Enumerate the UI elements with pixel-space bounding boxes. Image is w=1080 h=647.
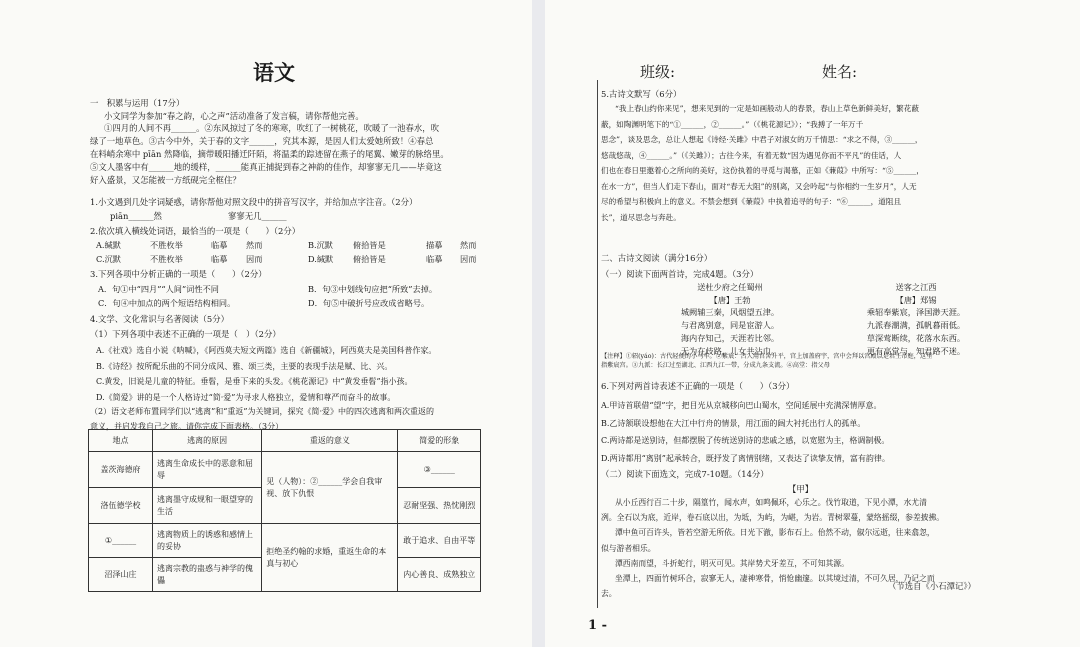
q2-option-text: 俯拾皆是: [353, 240, 386, 250]
passage-line: 在料峭余寒中 pīān 然降临，摘带暖阳播迁阡陌，将温柔的踪迹留在燕子的尾翼、嫩芽的脉络里。: [90, 149, 449, 160]
prose-line: 潭西南而望，斗折蛇行，明灭可见。其岸势犬牙差互，不可知其源。: [615, 558, 849, 568]
poem-line: 无为在歧路，儿女共沾巾。: [680, 345, 780, 356]
prose-source: （节选自《小石潭记》）: [888, 581, 976, 591]
passage-jia-label: 【甲】: [788, 484, 814, 494]
q1-blank-1[interactable]: piān______然: [110, 211, 162, 221]
passage-line: ⑤文人墨客中有______地的缓样，______能真正捕捉到春之神韵的佳作，却寥寥无几——毕竟这: [90, 162, 442, 173]
q1-blank-2[interactable]: 寥寥无几______: [228, 211, 287, 221]
q2-option-b[interactable]: B.沉默: [308, 240, 333, 250]
q2-option-text: 临摹: [426, 254, 443, 264]
table-cell: 逃离生命成长中的恶意和屈辱: [152, 452, 261, 488]
q5-line[interactable]: 尽的希望与积极向上的意义。不禁会想到《蒹葭》中执着追寻的句子：“⑥______，道阻且: [601, 197, 902, 207]
prose-line: 冽。全石以为底，近岸，卷石底以出，为坻，为屿，为嵁，为岩。青树翠蔓，蒙络摇缀，参差披拂。: [601, 513, 945, 523]
poem-line: 城阙辅三秦，风烟望五津。: [680, 307, 780, 318]
jane-eyre-table: [88, 429, 481, 592]
note-line: 指紫宸宫。③九派：长江过至湖北、江西九江一带，分成九条支流。④高堂：指父母: [601, 362, 830, 370]
subsection-2: （二）阅读下面选文，完成7-10题。（14分）: [601, 469, 769, 479]
passage-line: 绿了一地草色。③古今中外，关于春的文字______，究其本源，是因人们太爱她所致！④春总: [90, 136, 434, 147]
prose-line: 似与游者相乐。: [601, 543, 656, 553]
q2-option-c[interactable]: C.沉默: [96, 254, 121, 264]
q2-option-a[interactable]: A.缄默: [96, 240, 121, 250]
q2-option-text: 因而: [246, 254, 263, 264]
q2-option-text: 然而: [246, 240, 263, 250]
page-number: 1 -: [588, 618, 607, 633]
q2-option-text: 因而: [460, 254, 477, 264]
table-cell: 敢于追求、自由平等: [398, 524, 481, 558]
q6-option-a[interactable]: A.甲诗首联借“望”字，把目光从京城移向巴山蜀水，空间延展中充满深情厚意。: [601, 401, 882, 410]
subsection-1: （一）阅读下面两首诗，完成4题。（3分）: [601, 269, 759, 279]
q3-option-b[interactable]: B．句③中划线句应把“所致”去掉。: [308, 284, 438, 294]
prose-line: 去。: [601, 589, 617, 599]
question-5: 5.古诗文默写（6分）: [601, 89, 682, 99]
poem-2-title: 送客之江西: [895, 282, 937, 292]
q4-option-b[interactable]: B.《诗经》按所配乐曲的不同分成风、雅、颂三类，主要的表现手法是赋、比、兴。: [96, 361, 393, 371]
table-header: 逃离的原因: [152, 430, 261, 452]
passage-line: ①四月的人间不再______。②东风掠过了冬的寒寒，吹红了一树桃花，吹暖了一池春水，吹: [104, 123, 439, 133]
question-4-1: （1）下列各项中表述不正确的一项是（ ）（2分）: [90, 329, 281, 339]
poem-notes: [601, 352, 991, 371]
table-row: [89, 524, 481, 558]
q5-passage: [601, 101, 989, 226]
poem-line: 草深莺断续，花落水东西。: [866, 332, 966, 343]
table-header: 重返的意义: [262, 430, 398, 452]
q2-option-text: 描摹: [426, 240, 443, 250]
table-cell-merged[interactable]: 见（人物）：②______学会自我审视、放下仇恨: [262, 452, 398, 524]
q6-option-c[interactable]: C.两诗都是送别诗，但都摆脱了传统送别诗的悲戚之感，以宽慰为主，格调制极。: [601, 436, 890, 446]
poem-2-author: 【唐】郑锡: [895, 294, 937, 305]
q3-option-c[interactable]: C．句④中加点的两个短语结构相同。: [98, 298, 236, 308]
table-cell: 拒绝圣约翰的求婚，重返生命的本真与初心: [262, 524, 398, 592]
table-header-row: [89, 430, 481, 452]
q6-option-d[interactable]: D.两诗都用“离别”起承转合，既抒发了离情别绪，又表达了读挚友情，富有韵律。: [601, 453, 890, 463]
table-cell-blank-3[interactable]: ③______: [398, 452, 481, 488]
page-title: 语文: [253, 60, 295, 85]
q4-option-d[interactable]: D.《简爱》讲的是一个人格诗过“简·爱”为寻求人格独立，爱情和尊严而奋斗的故事。: [96, 392, 396, 402]
table-cell: 内心善良、成熟独立: [398, 558, 481, 592]
class-label[interactable]: 班级:: [640, 63, 676, 81]
question-2: 2.依次填入横线处词语，最恰当的一项是（ ）（2分）: [90, 226, 301, 236]
poem-1: [660, 281, 800, 357]
q5-line[interactable]: 蔽，如陶渊明笔下的“①______，②______。”（《桃花源记》）；“我搏了一年万千: [601, 119, 864, 129]
table-cell: 逃离墨守成规和一眼望穿的生活: [152, 488, 261, 524]
section-1-intro: 小文同学为参加“春之韵，心之声”活动准备了发言稿，请你帮他完善。: [104, 111, 364, 121]
passage: [90, 122, 520, 187]
question-4-2: （2）语文老师布置同学们以“逃离”和“重返”为关键词，探究《简·爱》中的四次逃离和两次重返的: [90, 407, 434, 417]
poem-line: 更有高堂与，知君路不迷。: [866, 345, 966, 356]
poem-line: 乘轺奉紫宸，泽国渺天涯。: [866, 307, 966, 318]
poem-1-author: 【唐】王勃: [709, 294, 751, 305]
left-exam-page: [0, 0, 532, 647]
q4-option-c[interactable]: C.黄发，旧说是儿童的特征。垂髫，是垂下来的头发。《桃花源记》中“黄发垂髫”指小孩。: [96, 377, 413, 387]
q5-line: 长”，道尽思念与奔赴。: [601, 212, 681, 222]
q4-statements: [90, 343, 525, 434]
question-3: 3.下列各项中分析正确的一项是（ ）（2分）: [90, 269, 267, 279]
table-cell-blank-1[interactable]: ①______: [89, 524, 153, 558]
table-header: 简爱的形象: [398, 430, 481, 452]
q2-option-text: 不胜枚举: [150, 254, 183, 264]
binding-margin-line: [597, 80, 598, 608]
q4-option-a[interactable]: A.《社戏》选自小说《呐喊》，《阿西莫夫短文两篇》选自《新疆城》，阿西莫夫是美国科普作家。: [96, 346, 437, 355]
table-cell: 洛伍德学校: [89, 488, 153, 524]
name-label[interactable]: 姓名:: [822, 63, 858, 81]
poem-line: 九派春潮满，孤帆暮雨低。: [866, 320, 966, 331]
poem-1-title: 送杜少府之任蜀州: [697, 282, 763, 292]
q5-line: 在水一方”，但当人们走下春山，面对“春无大阻”的别离，又会吟起“与你相约一生岁月”，人无: [601, 181, 917, 191]
question-4-2-cont: 意义，并启发我自己之旅。请你完成下面表格。（3分）: [90, 421, 284, 431]
poem-2: [846, 281, 986, 357]
q3-option-a[interactable]: A．句①中“四月”“人间”词性不同: [98, 284, 219, 294]
section-1-heading: 一 积累与运用（17分）: [90, 98, 185, 108]
note-line: 【注释】①轺(yáo)：古代轻便的小马车。②紫宸：古人用宫舍升平，宫上加盖府宇，宫中会拜以宫殿以是君王帝庭，这里: [601, 353, 933, 360]
q5-line[interactable]: 思念”，谈及思念，总让人想起《诗经·关雎》中君子对淑女的万千情思：“求之不得，③______，: [601, 135, 923, 145]
q2-option-text: 临摹: [211, 254, 228, 264]
table-cell: 沼泽山庄: [89, 558, 153, 592]
prose-line: 坐潭上，四面竹树环合，寂寥无人，凄神寒骨，悄怆幽邃。以其境过清，不可久居，乃记之而: [615, 574, 935, 584]
table-cell: 逃离物质上的诱惑和感情上的妥协: [152, 524, 261, 558]
table-cell: 忍耐坚强、热忱刚烈: [398, 488, 481, 524]
q2-option-text: 俯拾皆是: [353, 254, 386, 264]
passage-line: 好入盛景，又怎能被一方纸砚完全框住？: [90, 175, 241, 186]
question-6: 6.下列对两首诗表述不正确的一项是（ ）（3分）: [601, 381, 795, 391]
table-row: [89, 452, 481, 488]
question-1: 1.小文遇到几处字词疑惑，请你帮他对照文段中的拼音写汉字，并给加点字注音。（2分）: [90, 197, 418, 207]
q2-option-text: 临摹: [211, 240, 228, 250]
q2-option-text: 然而: [460, 240, 477, 250]
q2-option-text: 不胜枚举: [150, 240, 183, 250]
poem-line: 与君离别意，同是宦游人。: [680, 320, 780, 331]
table-header: 地点: [89, 430, 153, 452]
section-2-heading: 二、古诗文阅读（满分16分）: [601, 253, 713, 263]
poem-line: 海内存知己，天涯若比邻。: [680, 332, 780, 343]
prose-line: 从小丘西行百二十步，隔篁竹，闻水声，如鸣佩环，心乐之。伐竹取道，下见小潭，水尤清: [615, 498, 927, 507]
q2-option-d[interactable]: D.缄默: [308, 254, 334, 264]
question-4: 4.文学、文化常识与名著阅读（5分）: [90, 314, 229, 324]
q6-options: [601, 397, 996, 467]
q3-option-d[interactable]: D．句⑤中破折号应改成省略号。: [308, 298, 430, 308]
prose-line: 潭中鱼可百许头，皆若空游无所依。日光下澈，影布石上。佁然不动，俶尔远逝，往来翕忽，: [615, 528, 935, 538]
table-cell: 逃离宗教的蛊惑与神学的傀儡: [152, 558, 261, 592]
table-cell: 盖茨海德府: [89, 452, 153, 488]
q6-option-b[interactable]: B.乙诗颔联设想他在大江中行舟的情景，用江面的阔大衬托出行人的孤单。: [601, 418, 866, 428]
q5-line[interactable]: 悠哉悠哉，④______。”（《关雎》）；古往今来，有着无数“因为遇见你而不平凡”的佳话，人: [601, 150, 902, 160]
q5-line[interactable]: 们也在春日里邀着心之所向的美好，这份执着的寻觅与渴慕，正如《蒹葭》中所写：“⑤______，: [601, 166, 924, 176]
q5-line: “我上春山约你来见”，想来见到的一定是如画般动人的春景，春山上草色新鲜美好，繁花蔽: [615, 104, 919, 113]
